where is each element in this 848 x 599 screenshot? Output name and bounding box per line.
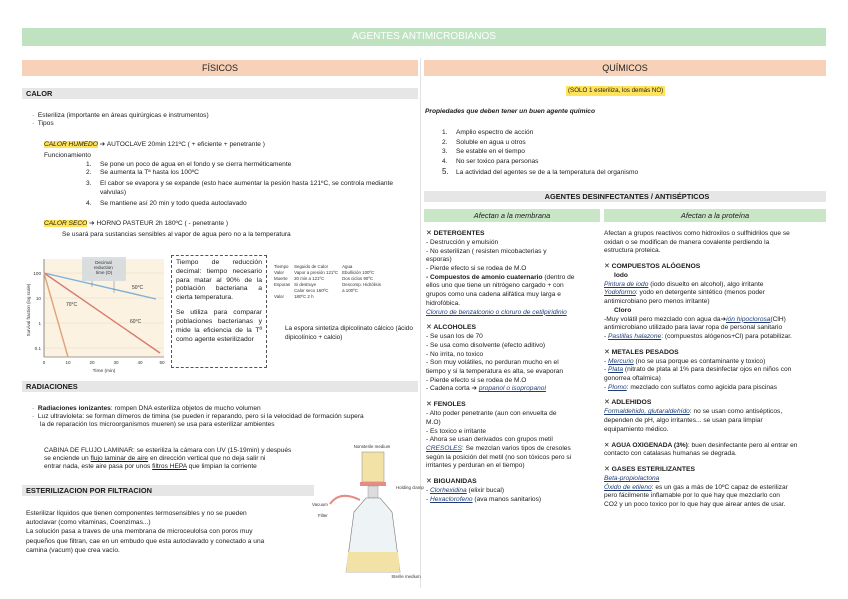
list-item: · Tipos bbox=[32, 120, 54, 128]
x-mark-icon: ✕ bbox=[604, 263, 610, 271]
list-item: 2. Soluble en agua u otros bbox=[442, 138, 526, 146]
annotation-line-3: time (D) bbox=[95, 270, 113, 275]
xtick-label: 0 bbox=[42, 360, 46, 365]
radiaciones-heading: RADIACIONES bbox=[22, 381, 418, 392]
list-item: 3. El cabor se evapora y se expande (esto hace aumentar la pesión hasta 121ºC, se controla mediante bbox=[86, 180, 394, 188]
radiaciones-bullets bbox=[32, 405, 364, 430]
tiempo-reduccion-box bbox=[171, 255, 267, 368]
comparison-table-grid bbox=[272, 264, 383, 300]
decimal-reduction-chart bbox=[24, 255, 168, 375]
xtick-label: 40 bbox=[137, 360, 143, 365]
list-item: · Esteriliza (importante en áreas quirúrgicas e instrumentos) bbox=[32, 112, 209, 119]
proteina-column: Afectan a grupos reactivos como hidroxilos o sulfhidrilos que se oxidan o se modifican de manera covalente perdiendo la estructura proteica. ✕ COMPUESTOS ALÓGENOS Iodo Pintura de iodo (iodo disuelto en alcohol), algo irritante Yodoformo: yodo en detergente sintético (menos poder antimicrobiano pero menos irritante) Cloro -Muy volátil pero mezclado con agua da➔ión hipoclorosa(ClH) antimicrobiano utilizado para lavar ropa de personal sanitario - Pastillas halazone: (compuestos alógenos+Cl) para potabilizar. ✕ METALES PESADOS - Mercurio (no se usa porque es contaminante y toxico) - Plata (nitrato de plata al 1% para desinfectar ojos en niños con gonorrea oftalmica) - Plomo: mezclado con sulfatos como agicida para piscinas ✕ ADLEHIDOS Formaldehido, glutaraldehído: no se usan como antisépticos, dependen de pH, algo irritantes... se usan para limpiar equipamiento médico. ✕ AGUA OXIGENADA (3%): buen desinfectante pero al entrar en contacto con catalasas humanas se degrada. ✕ GASES ESTERILIZANTES Beta-propiolactona Óxido de etileno: es un gas a más de 10ºC capaz de esterilizar pero fácilmente inflamable por lo que hay que mezclarlo con CO2 y un poco toxico por lo que hay que airear antes de usar. bbox=[604, 230, 826, 510]
biguanidas-title: ✕ BIGUANIDAS bbox=[426, 478, 477, 486]
x-mark-icon: ✕ bbox=[604, 399, 610, 407]
halogenos-title: ✕ COMPUESTOS ALÓGENOS bbox=[604, 263, 701, 271]
table-cell: Muerte bbox=[274, 275, 288, 281]
proteina-header: Afectan a la proteína bbox=[604, 209, 826, 222]
table-cell: Esporas bbox=[274, 281, 291, 287]
table-cell: Calor seco 160ºC bbox=[294, 287, 329, 293]
comparison-table bbox=[272, 264, 414, 300]
metales-title: ✕ METALES PESADOS bbox=[604, 348, 679, 356]
xtick-label: 50 bbox=[159, 360, 165, 365]
label-vacuum: Vacuum bbox=[312, 502, 328, 507]
xtick-label: 10 bbox=[65, 360, 71, 365]
column-divider bbox=[420, 58, 421, 588]
annotation-text bbox=[94, 260, 114, 275]
table-cell: Si destruye bbox=[294, 281, 317, 287]
filtracion-heading: ESTERILIZACION POR FILTRACION bbox=[22, 485, 314, 496]
tiempo-definition: Tiempo de reducción decimal: tiempo necesario para matar al 90% de la población bacteriana a cierta temperatura. bbox=[176, 259, 262, 302]
list-item: 3. Se estable en el tiempo bbox=[442, 148, 525, 156]
x-mark-icon: ✕ bbox=[426, 478, 432, 486]
ytick-label: 100 bbox=[33, 271, 41, 276]
funcionamiento-label: Funcionamiento bbox=[44, 152, 91, 159]
label-sterile: Sterile medium bbox=[391, 574, 421, 579]
quimicos-header: QUÍMICOS bbox=[424, 60, 826, 76]
detergentes-title: ✕ DETERGENTES bbox=[426, 230, 485, 237]
list-item-cont: valvulas) bbox=[100, 188, 127, 196]
ytick-label: 0.1 bbox=[34, 346, 41, 351]
x-mark-icon: ✕ bbox=[604, 441, 610, 449]
calor-bullets bbox=[32, 112, 209, 128]
fenoles-title: ✕ FENOLES bbox=[426, 401, 466, 409]
cabina-flujo-text: CABINA DE FLUJO LAMINAR: se esteriliza la cámara con UV (15-19min) y después se enciende un flujo laminar de aire en dirección vertical que no deja salir ni entrar nada, este aire pasa por unos filtros HEPA que limpian la corriente bbox=[44, 447, 292, 471]
curve-label-70: 70°C bbox=[66, 302, 78, 308]
x-mark-icon: ✕ bbox=[604, 348, 610, 356]
detergente-example: Cloruro de benzalconio o cloruro de cetilpiridinio bbox=[426, 308, 567, 316]
list-item: · Luz ultravioleta: se forman dímeros de timina (se pueden ir reparando, pero si la velocidad de formación supera bbox=[32, 413, 364, 421]
chart-svg bbox=[24, 255, 168, 375]
calor-seco-label: CALOR SECO bbox=[44, 220, 88, 227]
table-cell: Valor bbox=[274, 293, 284, 299]
agua-oxigenada: ✕ AGUA OXIGENADA (3%): buen desinfectante pero al entrar en bbox=[604, 441, 798, 449]
filtration-svg bbox=[310, 442, 424, 587]
annotation-line-1: Decimal bbox=[95, 260, 112, 265]
steps-list bbox=[86, 161, 393, 208]
fisicos-header: FÍSICOS bbox=[22, 60, 418, 76]
solo-note: (SOLO 1 esteriliza, los demás NO) bbox=[568, 87, 664, 94]
table-row bbox=[272, 294, 383, 300]
ytick-label: 10 bbox=[35, 296, 41, 301]
upper-funnel bbox=[362, 452, 384, 482]
label-clamp: Holding clamp bbox=[396, 485, 424, 490]
list-item: 4. No ser toxico para personas bbox=[442, 157, 539, 165]
x-mark-icon: ✕ bbox=[604, 465, 610, 473]
curve-label-60: 60°C bbox=[130, 319, 142, 325]
holding-clamp bbox=[360, 482, 386, 486]
calor-seco-note: Se usará para sustancias sensibles al vapor de agua pero no a la temperatura bbox=[62, 231, 291, 238]
label-filter: Filter bbox=[318, 513, 328, 518]
list-item: · Radiaciones ionizantes: rompen DNA esteriliza objetos de mucho volumen bbox=[32, 405, 261, 412]
esporas-note: La espora sintetiza dipicolinato cálcico (ácido dipicolínico + calcio) bbox=[285, 325, 413, 341]
arrow-right-icon: ➔ bbox=[89, 220, 95, 227]
x-mark-icon: ✕ bbox=[426, 324, 432, 332]
desinfectantes-title: AGENTES DESINFECTANTES / ANTISÉPTICOS bbox=[424, 191, 826, 202]
aldehidos-title: ✕ ADLEHIDOS bbox=[604, 399, 652, 407]
table-cell: 20 min a 121ºC bbox=[294, 275, 325, 281]
calor-humedo-label: CALOR HUMEDO bbox=[44, 141, 98, 148]
arrow-right-icon: ➔ bbox=[471, 385, 477, 393]
list-item: 5. La actividad del agentes se de a la temperatura del organismo bbox=[442, 167, 639, 177]
y-axis-label: Survival fraction (log scale) bbox=[26, 283, 31, 337]
table-cell: Tiempo bbox=[274, 264, 289, 269]
table-cell: a 100ºC bbox=[342, 287, 358, 293]
xtick-label: 30 bbox=[113, 360, 119, 365]
ytick-label: 1 bbox=[38, 321, 41, 326]
x-mark-icon: ✕ bbox=[426, 230, 432, 237]
table-cell: Dos ciclos 90ºC bbox=[342, 275, 373, 281]
list-item: 1. Amplio espectro de acción bbox=[442, 129, 534, 136]
page-title: AGENTES ANTIMICROBIANOS bbox=[22, 28, 826, 46]
propiedades-title: Propiedades que deben tener un buen agente químico bbox=[425, 108, 595, 115]
table-cell: Agua bbox=[342, 264, 353, 269]
x-axis-label: Time (min) bbox=[92, 369, 116, 374]
table-cell: 180ºC 2 h bbox=[294, 293, 314, 299]
arrow-right-icon: ➔ bbox=[99, 141, 106, 148]
calor-humedo: CALOR HUMEDO ➔ AUTOCLAVE 20min 121ºC ( + eficiente + penetrante ) bbox=[44, 141, 266, 148]
list-item: 1. Se pone un poco de agua en el fondo y se cierra herméticamente bbox=[86, 161, 292, 168]
filtered-liquid bbox=[346, 552, 400, 572]
alcoholes-title: ✕ ALCOHOLES bbox=[426, 324, 477, 332]
propiedades-list bbox=[442, 128, 638, 178]
label-nonsterile: Nonsterile medium bbox=[353, 444, 391, 449]
calor-seco: CALOR SECO ➔ HORNO PASTEUR 2h 180ºC ( - penetrante ) bbox=[44, 220, 229, 227]
xtick-label: 20 bbox=[89, 360, 95, 365]
table-cell: Valor bbox=[274, 269, 284, 275]
arrow-right-icon: ➔ bbox=[720, 315, 727, 323]
table-cell: Seguido de Calor bbox=[294, 264, 329, 269]
table-cell bbox=[340, 294, 383, 300]
calor-heading: CALOR bbox=[22, 88, 418, 99]
table-cell: Ebullición 100ºC bbox=[342, 269, 375, 275]
list-item-cont: la de reparación los microorganismos mueren) se usa para esterilizar ambientes bbox=[40, 421, 275, 429]
list-item: 2. Se aumenta la Tª hasta los 100ºC bbox=[86, 169, 199, 177]
filtration-diagram bbox=[310, 442, 424, 587]
membrana-column: ✕ DETERGENTES - Destrucción y emulsión - No esterilizan ( resisten micobacterias y esporas) - Pierde efecto si se rodea de M.O - Compuestos de amonio cuaternario (dentro de ellos uno que tiene un nitrógeno cargado + con grupos como una cadena alifática muy larga e hidrofóbica. Cloruro de benzalconio o cloruro de cetilpiridinio ✕ ALCOHOLES - Se usan los de 70 - Se usa como disolvente (efecto aditivo) - No irrita, no toxico - Son muy volátiles, no perduran mucho en el tiempo y si la temperatura es alta, se evaporan - Pierde efecto si se rodea de M.O - Cadena corta ➔ propanol o isopropanol ✕ FENOLES - Alto poder penetrante (aun con envuelta de M.O) - Es toxico e irritante - Ahora se usan derivados con grupos metil CRESOLES: Se mezclan varios tipos de cresoles según la posición del metil (no son tóxicos pero si irritantes y perduran en el tiempo) ✕ BIGUANIDAS - Clorhexidina (elixir bucal) - Hexaclorofeno (ava manos sanitarios) bbox=[426, 230, 600, 504]
x-mark-icon: ✕ bbox=[426, 401, 432, 409]
vacuum-tube bbox=[330, 496, 360, 504]
table-cell: Descomp. Hidrólisis bbox=[342, 281, 381, 287]
gases-title: ✕ GASES ESTERILIZANTES bbox=[604, 465, 696, 473]
comparison-table-body bbox=[272, 264, 383, 300]
list-item: 4. Se mantiene así 20 min y todo queda autoclavado bbox=[86, 199, 247, 207]
table-cell: Vapor a presión 121ºC bbox=[294, 269, 339, 275]
annotation-line-2: reduction bbox=[93, 265, 113, 270]
curve-label-50: 50°C bbox=[132, 285, 144, 291]
filtracion-text: Esterilizar líquidos que tienen componentes termosensibles y no se pueden autoclavar (como vitaminas, Coenzimas...) La solución pasa a traves de una membrana de microceulolsa con poros muy pequeños que filtran, cae en un embudo que esta autoclavado y conectado a una camina (vacum) que crea vacío. bbox=[26, 510, 265, 554]
tiempo-usage: Se utiliza para comparar poblaciones bacterianas y mide la eficiencia de la Tª como agente esterilizador bbox=[176, 309, 262, 343]
membrana-header: Afectan a la membrana bbox=[424, 209, 600, 222]
